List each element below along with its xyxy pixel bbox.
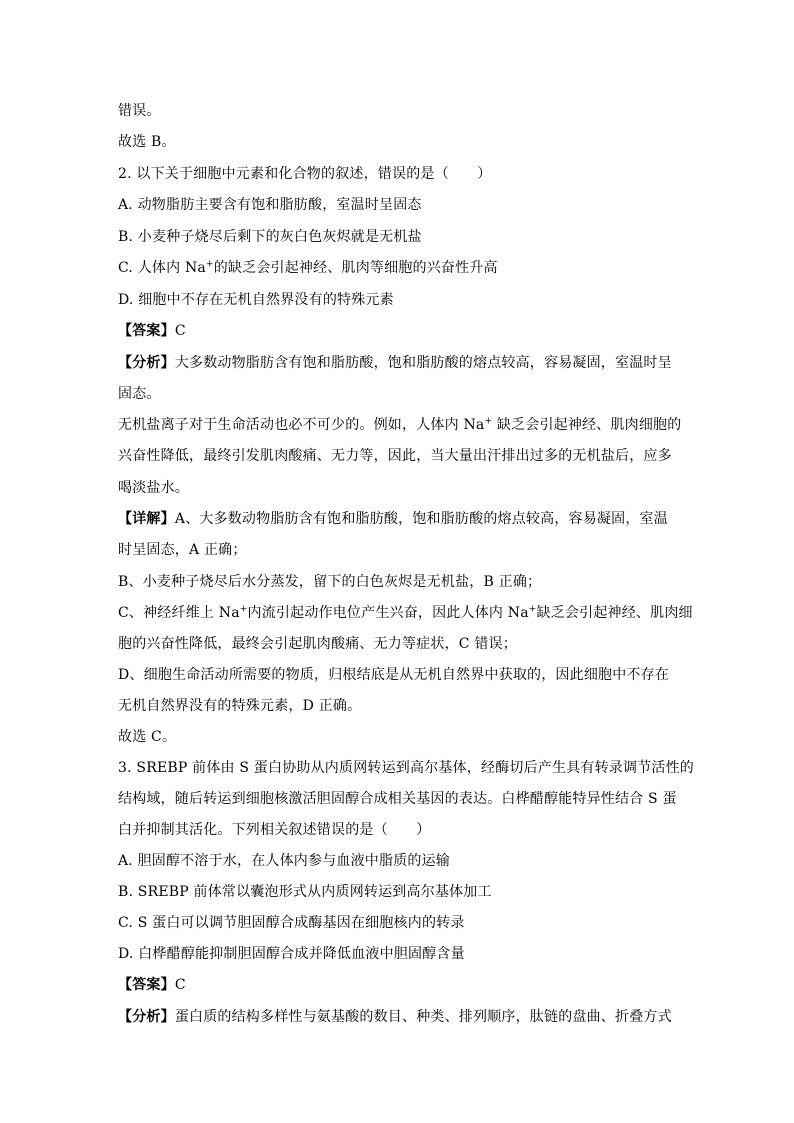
q2-detail-line: [118, 509, 678, 529]
q2-detail-line: 时呈固态，A 正确；: [118, 542, 247, 558]
detail-text: 内流引起动作电位产生兴奋，因此人体内 Na: [247, 605, 529, 621]
analysis-tag: 【分析】: [118, 355, 175, 371]
q3-stem-line: 结构域，随后转运到细胞核激活胆固醇合成相关基因的表达。白桦醋醇能特异性结合 S 蛋: [118, 791, 677, 807]
detail-text: 缺乏会引起神经、肌肉细: [536, 605, 693, 621]
q2-option-c-pre: C. 人体内 Na: [118, 260, 206, 276]
analysis-text: 蛋白质的结构多样性与氨基酸的数目、种类、排列顺序，肽链的盘曲、折叠方式: [174, 1009, 672, 1025]
sodium-charge: +: [528, 604, 537, 615]
answer-value: C: [174, 977, 186, 993]
q2-analysis-line: 固态。: [118, 386, 161, 402]
q2-choice: 故选 C。: [118, 729, 177, 745]
q2-analysis-line: [118, 353, 678, 373]
q2-option-c: [118, 258, 678, 278]
q2-detail-line: B、小麦种子烧尽后水分蒸发，留下的白色灰烬是无机盐，B 正确；: [118, 574, 542, 590]
analysis-text: 缺乏会引起神经、肌肉细胞的: [492, 417, 682, 433]
q3-answer: [118, 975, 678, 995]
q2-option-a: A. 动物脂肪主要含有饱和脂肪酸，室温时呈固态: [118, 197, 422, 213]
q3-option-b: B. SREBP 前体常以囊泡形式从内质网转运到高尔基体加工: [118, 884, 492, 900]
q2-option-d: D. 细胞中不存在无机自然界没有的特殊元素: [118, 292, 394, 308]
q2-detail-line: 胞的兴奋性降低，最终会引起肌肉酸痛、无力等症状，C 错误；: [118, 636, 517, 652]
answer-value: C: [174, 323, 186, 339]
answer-tag: 【答案】: [118, 323, 175, 339]
prev-answer-tail: 错误。: [118, 103, 161, 119]
q3-option-a: A. 胆固醇不溶于水，在人体内参与血液中脂质的运输: [118, 853, 451, 869]
q2-analysis-line: 兴奋性降低，最终引发肌肉酸痛、无力等，因此，当大量出汗排出过多的无机盐后，应多: [118, 448, 672, 464]
sodium-charge: +: [205, 259, 214, 270]
sodium-charge: +: [484, 416, 493, 427]
q2-detail-line: 无机自然界没有的特殊元素，D 正确。: [118, 698, 362, 714]
analysis-text: 无机盐离子对于生命活动也必不可少的。例如，人体内 Na: [118, 417, 485, 433]
q3-stem-line: 白并抑制其活化。下列相关叙述错误的是（ ）: [118, 822, 431, 838]
q2-answer: [118, 321, 678, 341]
q2-option-c-post: 的缺乏会引起神经、肌肉等细胞的兴奋性升高: [213, 260, 498, 276]
detail-text: C、神经纤维上 Na: [118, 605, 240, 621]
q2-detail-line: D、细胞生命活动所需要的物质，归根结底是从无机自然界中获取的，因此细胞中不存在: [118, 667, 670, 683]
q2-analysis-line: 喝淡盐水。: [118, 480, 189, 496]
prev-choice: 故选 B。: [118, 134, 176, 150]
detail-text: A、大多数动物脂肪含有饱和脂肪酸，饱和脂肪酸的熔点较高，容易凝固，室温: [174, 511, 668, 527]
q3-analysis-line: [118, 1007, 678, 1027]
q2-stem: 2. 以下关于细胞中元素和化合物的叙述，错误的是（ ）: [118, 166, 492, 182]
answer-tag: 【答案】: [118, 977, 175, 993]
detail-tag: 【详解】: [118, 511, 175, 527]
q2-option-b: B. 小麦种子烧尽后剩下的灰白色灰烬就是无机盐: [118, 229, 422, 245]
sodium-charge: +: [239, 604, 248, 615]
analysis-text: 大多数动物脂肪含有饱和脂肪酸，饱和脂肪酸的熔点较高，容易凝固，室温时呈: [174, 355, 672, 371]
analysis-tag: 【分析】: [118, 1009, 175, 1025]
q2-detail-line: [118, 603, 693, 623]
q3-stem-line: 3. SREBP 前体由 S 蛋白协助从内质网转运到高尔基体，经酶切后产生具有转录调节活性的: [118, 760, 695, 776]
q2-analysis-line: [118, 415, 682, 435]
q3-option-d: D. 白桦醋醇能抑制胆固醇合成并降低血液中胆固醇含量: [118, 946, 465, 962]
q3-option-c: C. S 蛋白可以调节胆固醇合成酶基因在细胞核内的转录: [118, 915, 465, 931]
